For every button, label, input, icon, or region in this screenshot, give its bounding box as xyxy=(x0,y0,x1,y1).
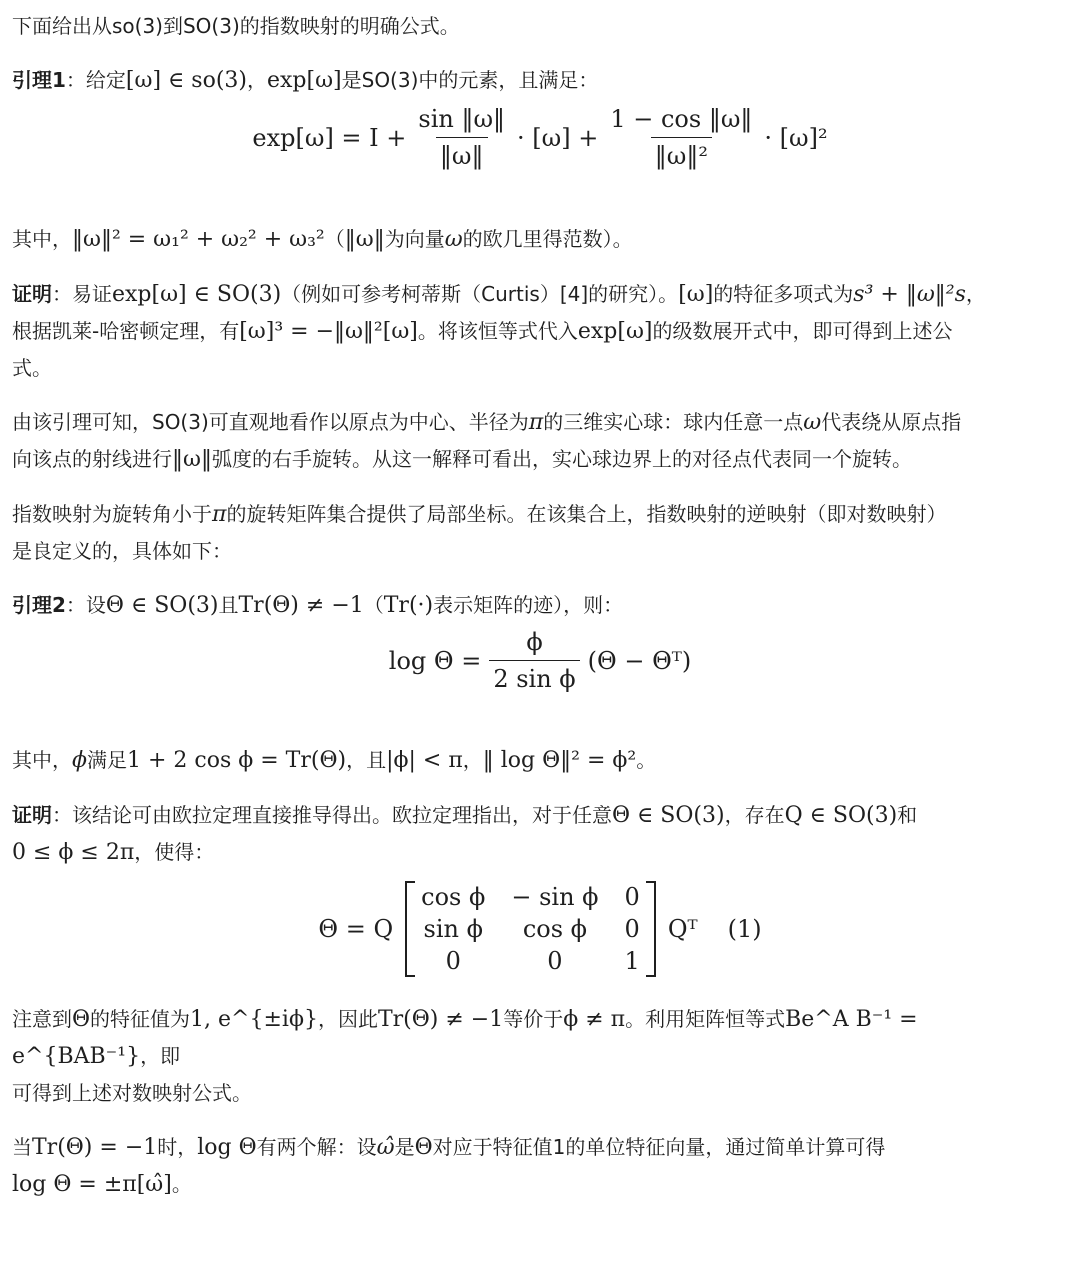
text: 有两个解：设 xyxy=(256,1135,377,1159)
text: 代表绕从原点指 xyxy=(821,410,962,434)
text: 等价于 xyxy=(503,1007,564,1031)
text: 由该引理可知，SO(3)可直观地看作以原点为中心、半径为 xyxy=(12,410,529,434)
math-inline: 1, e^{±iϕ} xyxy=(190,1007,318,1032)
text: 的欧几里得范数）。 xyxy=(462,227,633,251)
text: 且 xyxy=(218,593,239,617)
text: 的三维实心球：球内任意一点 xyxy=(543,410,804,434)
text: 。 xyxy=(171,1172,192,1196)
eq-rhs: Qᵀ xyxy=(667,915,698,943)
math-inline: ω xyxy=(444,227,463,252)
text: 是良定义的，具体如下： xyxy=(12,539,232,563)
text: 注意到 xyxy=(12,1007,72,1031)
text: ，使得： xyxy=(134,840,215,864)
fraction-cos xyxy=(606,105,756,170)
text: 弧度的右手旋转。从这一解释可看出，实心球边界上的对径点代表同一个旋转。 xyxy=(211,447,912,471)
text: 。将该恒等式代入 xyxy=(417,319,578,343)
equation-log xyxy=(12,628,1068,704)
text: 的特征多项式为 xyxy=(713,282,854,306)
math-inline: ω̂ xyxy=(376,1135,395,1160)
math-inline: Tr(Θ) = −1 xyxy=(32,1135,158,1160)
text: 向该点的射线进行 xyxy=(12,447,172,471)
text: 式。 xyxy=(12,356,52,380)
rotation-matrix xyxy=(405,881,656,977)
text: ， xyxy=(965,282,986,306)
lemma2-statement xyxy=(12,587,1068,624)
text: 是SO(3)中的元素，且满足： xyxy=(341,68,599,92)
text: ，且 xyxy=(346,748,387,772)
text: ， xyxy=(247,68,267,92)
text: ，存在 xyxy=(724,803,785,827)
proof-label: 证明 xyxy=(12,803,52,827)
text: 。利用矩阵恒等式 xyxy=(625,1007,786,1031)
math-inline: Be^A B⁻¹ = e^{BAB⁻¹} xyxy=(12,1007,918,1069)
phi-condition xyxy=(12,742,1068,779)
text: 是 xyxy=(394,1135,415,1159)
math-inline: ϕ xyxy=(72,748,87,773)
ball-interpretation-paragraph xyxy=(12,404,1068,478)
math-inline: [ω]³ = −‖ω‖²[ω] xyxy=(239,319,418,344)
text: 的级数展开式中，即可得到上述公 xyxy=(652,319,953,343)
math-inline: Θ xyxy=(72,1007,91,1032)
proof1-paragraph xyxy=(12,276,1068,386)
proof2-paragraph xyxy=(12,797,1068,871)
numerator: sin ‖ω‖ xyxy=(418,105,506,133)
denominator: ‖ω‖² xyxy=(651,137,712,170)
text: 对应于特征值1的单位特征向量，通过简单计算可得 xyxy=(432,1135,886,1159)
text: （ xyxy=(324,227,345,251)
math-inline: ‖ω‖² = ω₁² + ω₂² + ω₃² xyxy=(72,227,325,252)
math-inline: exp[ω] xyxy=(267,68,342,93)
math-inline: ‖ω‖ xyxy=(172,447,212,472)
eigenvalue-paragraph xyxy=(12,1001,1068,1111)
eq-lhs: log Θ = xyxy=(388,646,482,675)
text: （ xyxy=(363,593,384,617)
intro-paragraph: 下面给出从so(3)到SO(3)的指数映射的明确公式。 xyxy=(12,14,460,38)
math-inline: log Θ = ±π[ω̂] xyxy=(12,1172,172,1197)
left-bracket xyxy=(405,881,415,977)
text: 其中， xyxy=(12,227,72,251)
math-inline: ‖ω‖ xyxy=(344,227,385,252)
matrix-cell: 0 xyxy=(624,915,640,943)
math-inline: exp[ω] ∈ SO(3) xyxy=(112,282,282,307)
norm-definition xyxy=(12,221,1068,258)
matrix-cell: − sin ϕ xyxy=(511,883,599,911)
text: 根据凯莱-哈密顿定理，有 xyxy=(12,319,240,343)
math-inline: Θ xyxy=(414,1135,433,1160)
proof-label: 证明 xyxy=(12,282,52,306)
denominator: ‖ω‖ xyxy=(436,137,488,170)
equation-number: (1) xyxy=(727,915,762,943)
eq-mid: · [ω] + xyxy=(517,123,599,152)
lemma1-statement xyxy=(12,62,1068,99)
text: ：给定 xyxy=(65,68,126,92)
math-inline: s³ + ‖ω‖²s xyxy=(853,282,966,307)
math-inline: ‖ log Θ‖² = ϕ² xyxy=(482,748,637,773)
math-inline: Tr(·) xyxy=(383,593,434,618)
math-inline: ω xyxy=(803,410,822,435)
matrix-cell: cos ϕ xyxy=(522,915,588,943)
text: 指数映射为旋转角小于 xyxy=(12,502,212,526)
matrix-cell: sin ϕ xyxy=(423,915,483,943)
eq-lhs: exp[ω] = I + xyxy=(252,123,407,152)
math-inline: 0 ≤ ϕ ≤ 2π xyxy=(12,840,135,865)
text: ，即 xyxy=(140,1044,181,1068)
text: 表示矩阵的迹），则： xyxy=(433,593,624,617)
math-inline: exp[ω] xyxy=(577,319,653,344)
text: （例如可参考柯蒂斯（Curtis）[4]的研究）。 xyxy=(281,282,679,306)
text: 和 xyxy=(897,803,918,827)
math-inline: Tr(Θ) ≠ −1 xyxy=(238,593,364,618)
text: ：该结论可由欧拉定理直接推导得出。欧拉定理指出，对于任意 xyxy=(52,803,612,827)
math-inline: Tr(Θ) ≠ −1 xyxy=(377,1007,504,1032)
lemma1-label: 引理1 xyxy=(12,68,66,92)
math-inline: [ω] ∈ so(3) xyxy=(125,68,247,93)
math-inline: ϕ ≠ π xyxy=(563,1007,626,1032)
text: 当 xyxy=(12,1135,32,1159)
equation-exp xyxy=(12,105,1068,181)
matrix-cell: 0 xyxy=(547,947,563,975)
eq-rhs: (Θ − Θᵀ) xyxy=(587,646,692,675)
text: 的特征值为 xyxy=(90,1007,191,1031)
matrix-cell: 1 xyxy=(624,947,640,975)
math-inline: Q ∈ SO(3) xyxy=(784,803,898,828)
eq-lhs: Θ = Q xyxy=(318,915,394,943)
math-inline: Θ ∈ SO(3) xyxy=(612,803,725,828)
matrix-entries xyxy=(415,881,646,977)
right-bracket xyxy=(646,881,656,977)
math-inline: [ω] xyxy=(678,282,714,307)
text: 的旋转矩阵集合提供了局部坐标。在该集合上，指数映射的逆映射（即对数映射） xyxy=(226,502,947,526)
fraction-sin xyxy=(414,105,509,170)
matrix-cell: cos ϕ xyxy=(421,883,486,911)
text: 其中， xyxy=(12,748,72,772)
final-paragraph xyxy=(12,1129,1068,1203)
matrix-cell: 0 xyxy=(624,883,640,911)
text: 满足 xyxy=(87,748,127,772)
math-inline: log Θ xyxy=(197,1135,257,1160)
text: 为向量 xyxy=(384,227,445,251)
numerator: ϕ xyxy=(526,628,543,656)
numerator: 1 − cos ‖ω‖ xyxy=(610,105,753,133)
eq-tail: · [ω]² xyxy=(764,123,828,152)
text: ：设 xyxy=(65,593,106,617)
text: ，因此 xyxy=(317,1007,378,1031)
matrix-cell: 0 xyxy=(445,947,461,975)
text: 时， xyxy=(157,1135,198,1159)
text: ， xyxy=(462,748,483,772)
math-inline: 1 + 2 cos ϕ = Tr(Θ) xyxy=(127,748,347,773)
text: ：易证 xyxy=(52,282,112,306)
equation-euler-matrix xyxy=(12,881,1068,1001)
math-inline: Θ ∈ SO(3) xyxy=(105,593,219,618)
math-inline: π xyxy=(212,502,227,527)
fraction-phi xyxy=(489,628,579,693)
text: 。 xyxy=(636,748,657,772)
text: 可得到上述对数映射公式。 xyxy=(12,1081,252,1105)
local-coords-paragraph xyxy=(12,496,1068,569)
lemma2-label: 引理2 xyxy=(12,593,66,617)
math-inline: π xyxy=(528,410,544,435)
math-inline: |ϕ| < π xyxy=(386,748,463,773)
denominator: 2 sin ϕ xyxy=(489,660,579,693)
